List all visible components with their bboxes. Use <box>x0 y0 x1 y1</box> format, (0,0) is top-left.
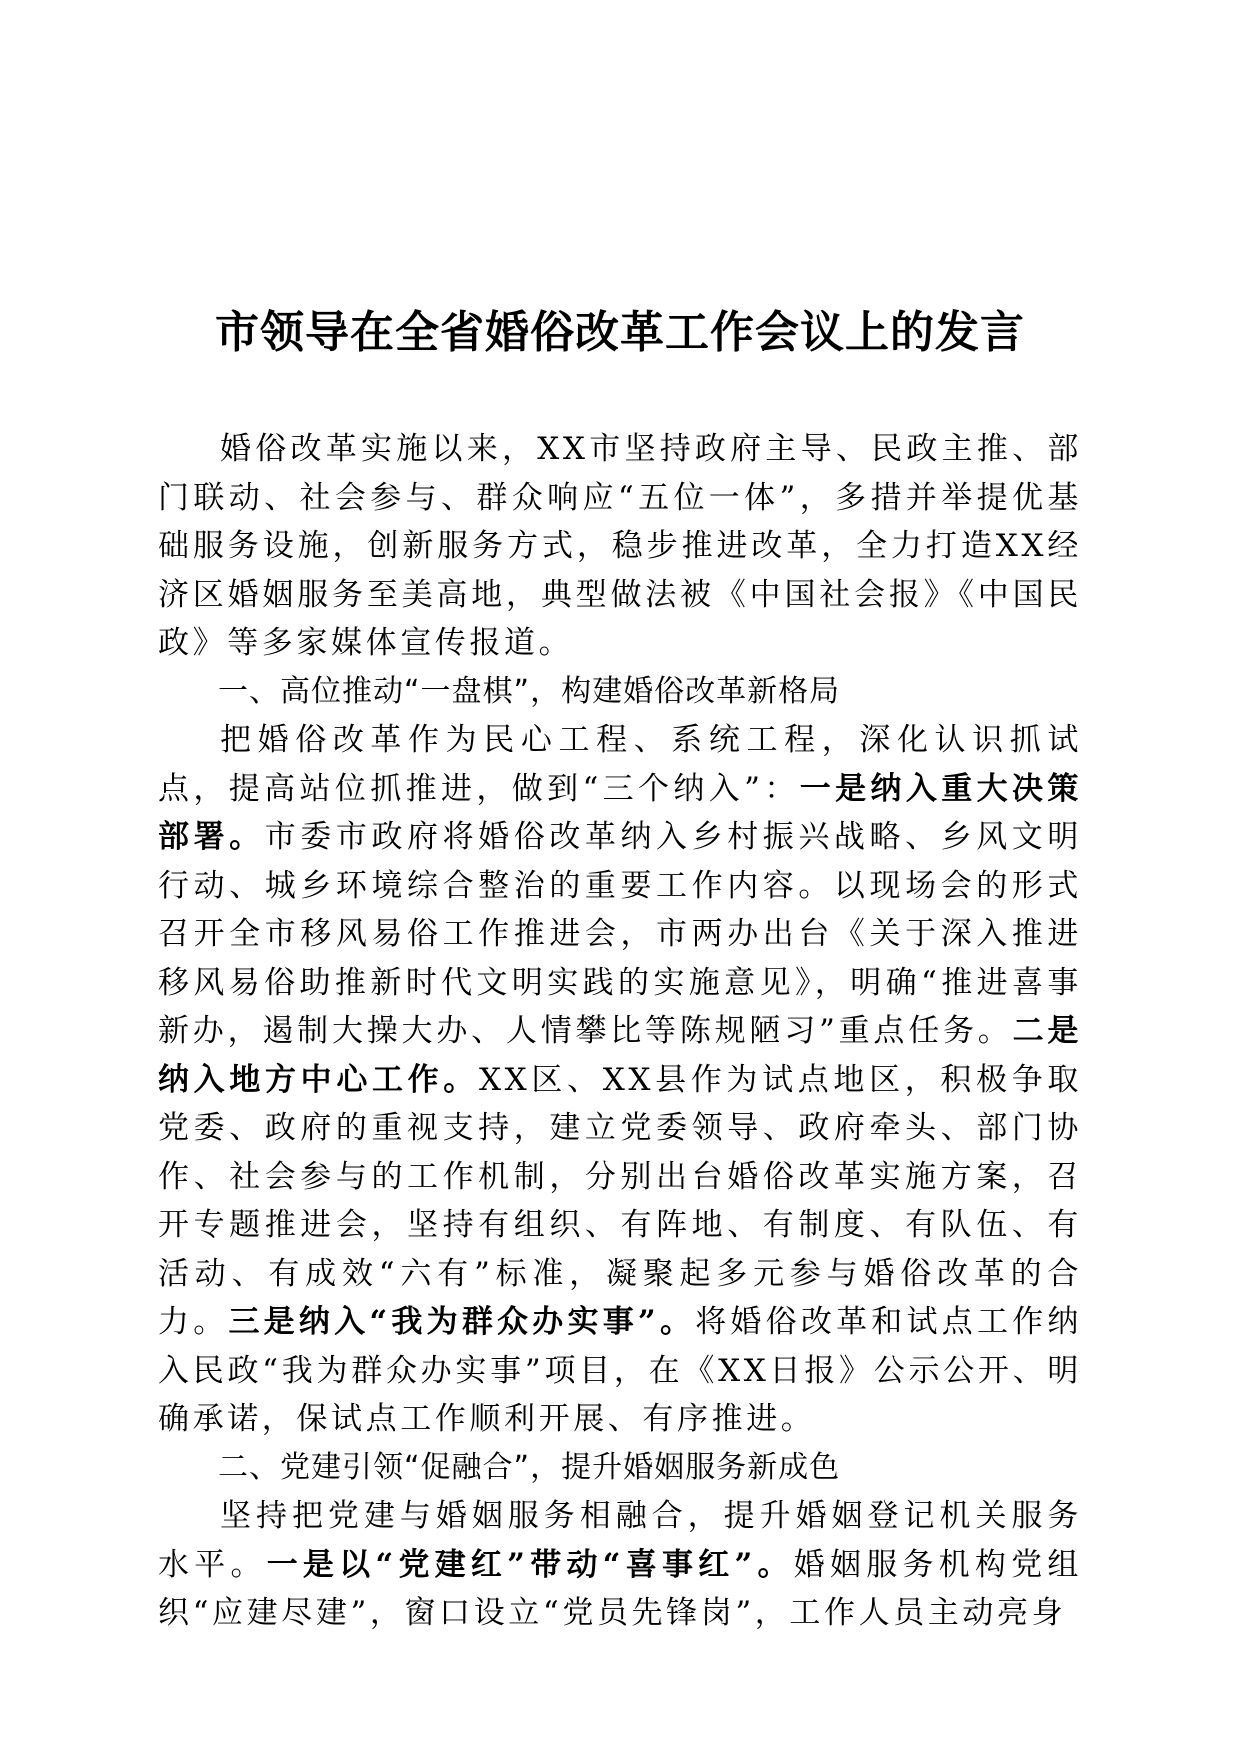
section-1-heading: 一、高位推动“一盘棋”，构建婚俗改革新格局 <box>218 673 841 709</box>
section-1-paragraph <box>158 716 1082 1444</box>
section-1-bold-3: 三是纳入“我为群众办实事”。 <box>228 1304 696 1340</box>
section-1-text-1: 把婚俗改革作为民心工程、系统工程，深化认识抓试点，提高站位抓推进，做到“三个纳入”： <box>158 722 1082 807</box>
section-1-text-3: XX区、XX县作为试点地区，积极争取党委、政府的重视支持，建立党委领导、政府牵头、部门协作、社会参与的工作机制，分别出台婚俗改革实施方案，召开专题推进会，坚持有组织、有阵地、有制度、有队伍、有活动、有成效“六有”标准，凝聚起多元参与婚俗改革的合力。 <box>158 1061 1082 1340</box>
section-1-text-4: 将婚俗改革和试点工作纳入民政“我为群众办实事”项目，在《XX日报》公示公开、明确承诺，保试点工作顺利开展、有序推进。 <box>158 1304 1083 1437</box>
section-2-text-2: 婚姻服务机构党组织“应建尽建”，窗口设立“党员先锋岗”，工作人员主动亮身 <box>158 1546 1082 1631</box>
document-body <box>158 425 1082 1638</box>
document-title: 市领导在全省婚俗改革工作会议上的发言 <box>215 307 1025 358</box>
section-2-bold-1: 一是以“党建红”带动“喜事红”。 <box>266 1546 794 1583</box>
section-1-bold-1: 一是纳入重大决策部署。 <box>158 770 1082 855</box>
section-2-heading: 二、党建引领“促融合”，提升婚姻服务新成色 <box>218 1449 841 1485</box>
section-1-text-2: 市委市政府将婚俗改革纳入乡村振兴战略、乡风文明行动、城乡环境综合整治的重要工作内容。以现场会的形式召开全市移风易俗工作推进会，市两办出台《关于深入推进移风易俗助推新时代文明实践的实施意见》，明确“推进喜事新办，遏制大操大办、人情攀比等陈规陋习”重点任务。 <box>158 819 1082 1049</box>
section-2-paragraph <box>158 1492 1082 1638</box>
section-2-text-1: 坚持把党建与婚姻服务相融合，提升婚姻登记机关服务水平。 <box>158 1498 1082 1583</box>
section-1-bold-2: 二是纳入地方中心工作。 <box>158 1013 1082 1098</box>
intro-paragraph: 婚俗改革实施以来，XX市坚持政府主导、民政主推、部门联动、社会参与、群众响应“五位一体”，多措并举提优基础服务设施，创新服务方式，稳步推进改革，全力打造XX经济区婚姻服务至美高地，典型做法被《中国社会报》《中国民政》等多家媒体宣传报道。 <box>158 431 1082 661</box>
